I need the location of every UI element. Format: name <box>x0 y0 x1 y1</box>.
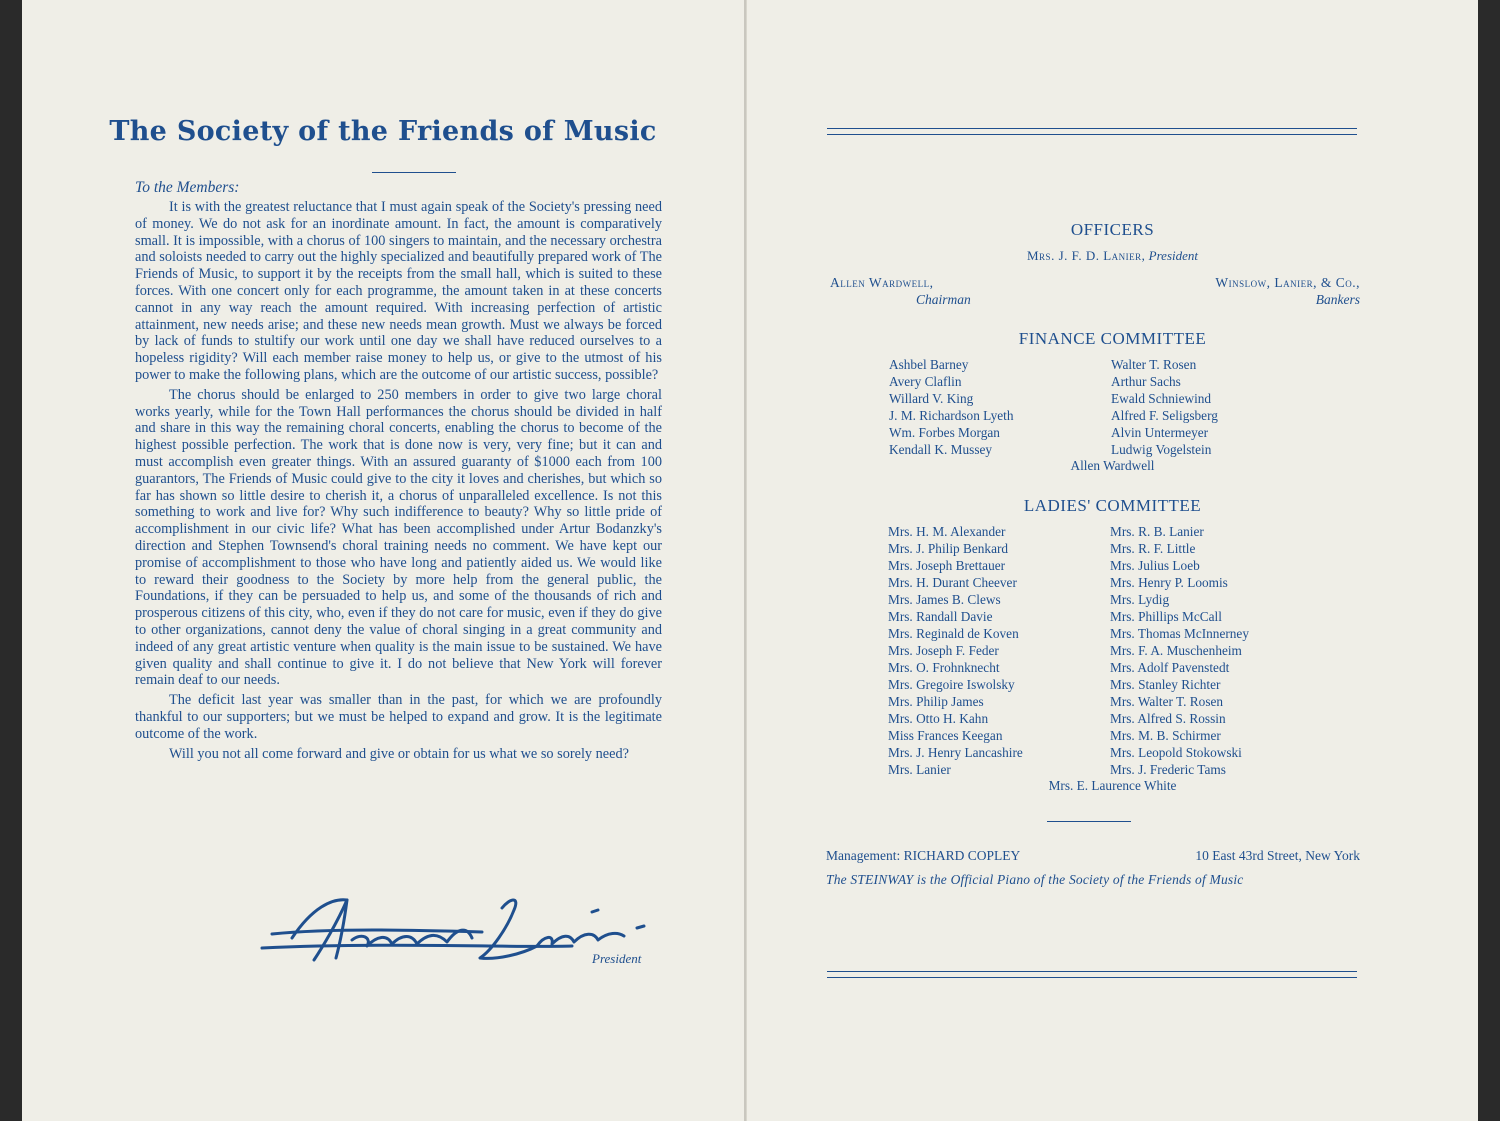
list-item: Mrs. Reginald de Koven <box>888 626 1019 641</box>
chairman-name: Allen Wardwell, <box>830 275 934 290</box>
bankers-block <box>1215 275 1360 308</box>
list-item: Mrs. Alfred S. Rossin <box>1110 711 1226 726</box>
letter-paragraph-2: The chorus should be enlarged to 250 members in order to give two large choral works yearly, while for the Town Hall performances the chorus should be divided in half and share in this way the remaining choral concerts, enabling the chorus to become of the highest possible perfection. The work that is done now is very, very fine; but it can and must accomplish even greater things. With an assured guaranty of $1000 each from 100 guarantors, The Friends of Music could give to the city it loves and cherishes, but which so far has shown so little desire to cherish it, a chorus of unparalleled excellence. Is not this something to work and live for? Why such indifference to beauty? Why so little pride of accomplishment in our civic life? What has been accomplished under Artur Bodanzky's direction and Stephen Townsend's choral training needs no comment. We have kept our promise of accomplishment to those who have long and patiently aided us. We would like to reward their goodness to the Society by more help from the general public, the Foundations, if they can be persuaded to help us, and some of the thousands of rich and prosperous citizens of this city, who, even if they do not care for music, even if they do give to other organizations, cannot deny the value of choral singing in a great community and indeed of any great artistic venture when quality is the main issue to be sustained. We have given quality and shall continue to give it. I do not believe that New York will forever remain deaf to our needs. <box>135 386 662 689</box>
bankers-role: Bankers <box>1315 291 1360 307</box>
list-item: Mrs. O. Frohnknecht <box>888 660 1000 675</box>
list-item: Mrs. Julius Loeb <box>1110 558 1200 573</box>
salutation: To the Members: <box>135 179 240 196</box>
list-item: Ludwig Vogelstein <box>1111 442 1212 457</box>
list-item: Mrs. H. Durant Cheever <box>888 575 1017 590</box>
president-name: Mrs. J. F. D. Lanier, <box>1027 248 1146 263</box>
bankers-name: Winslow, Lanier, & Co., <box>1215 275 1360 290</box>
management-text: Management: RICHARD COPLEY <box>826 848 1021 863</box>
list-item: Mrs. Joseph F. Feder <box>888 643 999 658</box>
list-item: Alfred F. Seligsberg <box>1111 408 1218 423</box>
list-item: Mrs. Phillips McCall <box>1110 609 1222 624</box>
president-role: President <box>1148 248 1198 263</box>
chairman-block <box>830 275 971 308</box>
finance-committee-right-column <box>1111 356 1218 458</box>
list-item: Mrs. J. Henry Lancashire <box>888 745 1023 760</box>
letter-paragraph-3: The deficit last year was smaller than in the past, for which we are profoundly thankful to our supporters; but we must be helped to expand and grow. It is the legitimate outcome of the work. <box>135 692 662 742</box>
list-item: Arthur Sachs <box>1111 374 1181 389</box>
list-item: Miss Frances Keegan <box>888 728 1003 743</box>
list-item: Mrs. Lydig <box>1110 592 1170 607</box>
signer-title: President <box>592 951 642 966</box>
list-item: Mrs. Henry P. Loomis <box>1110 575 1228 590</box>
top-double-rule <box>827 128 1357 135</box>
list-item: J. M. Richardson Lyeth <box>889 408 1014 423</box>
list-item: Mrs. Stanley Richter <box>1110 677 1221 692</box>
list-item: Mrs. J. Philip Benkard <box>888 541 1009 556</box>
list-item: Mrs. Lanier <box>888 762 951 777</box>
list-item: Ewald Schniewind <box>1111 391 1212 406</box>
list-item: Mrs. Thomas McInnerney <box>1110 626 1249 641</box>
left-page <box>22 0 744 1121</box>
right-page <box>746 0 1478 1121</box>
management-address: 10 East 43rd Street, New York <box>1195 848 1360 863</box>
list-item: Mrs. Walter T. Rosen <box>1110 694 1224 709</box>
ladies-committee-left-column <box>888 523 1023 778</box>
list-item: Mrs. James B. Clews <box>888 592 1001 607</box>
finance-committee-center-name: Allen Wardwell <box>1070 458 1155 473</box>
ladies-committee-center-name: Mrs. E. Laurence White <box>1048 778 1177 793</box>
list-item: Mrs. Leopold Stokowski <box>1110 745 1242 760</box>
list-item: Mrs. H. M. Alexander <box>888 524 1006 539</box>
list-item: Mrs. Joseph Brettauer <box>888 558 1006 573</box>
list-item: Alvin Untermeyer <box>1111 425 1209 440</box>
president-line <box>747 248 1478 264</box>
list-item: Mrs. F. A. Muschenheim <box>1110 643 1242 658</box>
list-item: Walter T. Rosen <box>1111 357 1197 372</box>
ladies-committee-right-column <box>1110 523 1249 778</box>
list-item: Mrs. R. F. Little <box>1110 541 1196 556</box>
society-title: The Society of the Friends of Music <box>109 116 657 147</box>
chairman-role: Chairman <box>916 291 971 307</box>
list-item: Mrs. M. B. Schirmer <box>1110 728 1221 743</box>
list-item: Mrs. Adolf Pavenstedt <box>1110 660 1230 675</box>
list-item: Mrs. Randall Davie <box>888 609 993 624</box>
finance-committee-left-column <box>889 356 1013 458</box>
section-divider <box>1047 821 1131 822</box>
list-item: Kendall K. Mussey <box>889 442 993 457</box>
list-item: Willard V. King <box>889 391 974 406</box>
ladies-committee-heading: LADIES' COMMITTEE <box>1023 496 1202 515</box>
list-item: Mrs. Gregoire Iswolsky <box>888 677 1015 692</box>
list-item: Wm. Forbes Morgan <box>889 425 1000 440</box>
steinway-notice: The STEINWAY is the Official Piano of the Society of the Friends of Music <box>826 872 1244 887</box>
letter-body <box>135 199 662 762</box>
list-item: Mrs. Philip James <box>888 694 984 709</box>
letter-paragraph-4: Will you not all come forward and give or obtain for us what we so sorely need? <box>169 745 629 762</box>
list-item: Mrs. R. B. Lanier <box>1110 524 1204 539</box>
list-item: Ashbel Barney <box>889 357 969 372</box>
management-line <box>826 848 1360 864</box>
officers-heading: OFFICERS <box>1070 220 1155 239</box>
list-item: Mrs. J. Frederic Tams <box>1110 762 1226 777</box>
list-item: Avery Claflin <box>889 374 962 389</box>
letter-paragraph-1: It is with the greatest reluctance that I must again speak of the Society's pressing need of money. We do not ask for an inordinate amount. In fact, the amount is comparatively small. It is impossible, with a chorus of 100 singers to maintain, and the necessary orchestra and soloists needed to carry out the highly specialized and beautifully prepared work of The Friends of Music, to support it by the receipts from the small hall, which is suited to these forces. With one concert only for each programme, the amount taken in at these concerts cannot in any way reach the amount required. With increasing perfection of artistic attainment, new needs arise; and these new needs mean growth. Must we always be forced by lack of funds to stultify our work until one day we shall have reduced ourselves to a hopeless rigidity? Will each member raise money to help us, or give to the utmost of his power to make the following plans, which are the outcome of our artistic success, possible? <box>135 199 662 383</box>
finance-committee-heading: FINANCE COMMITTEE <box>1018 329 1207 348</box>
title-rule <box>372 172 456 173</box>
list-item: Mrs. Otto H. Kahn <box>888 711 989 726</box>
bottom-double-rule <box>827 971 1357 978</box>
